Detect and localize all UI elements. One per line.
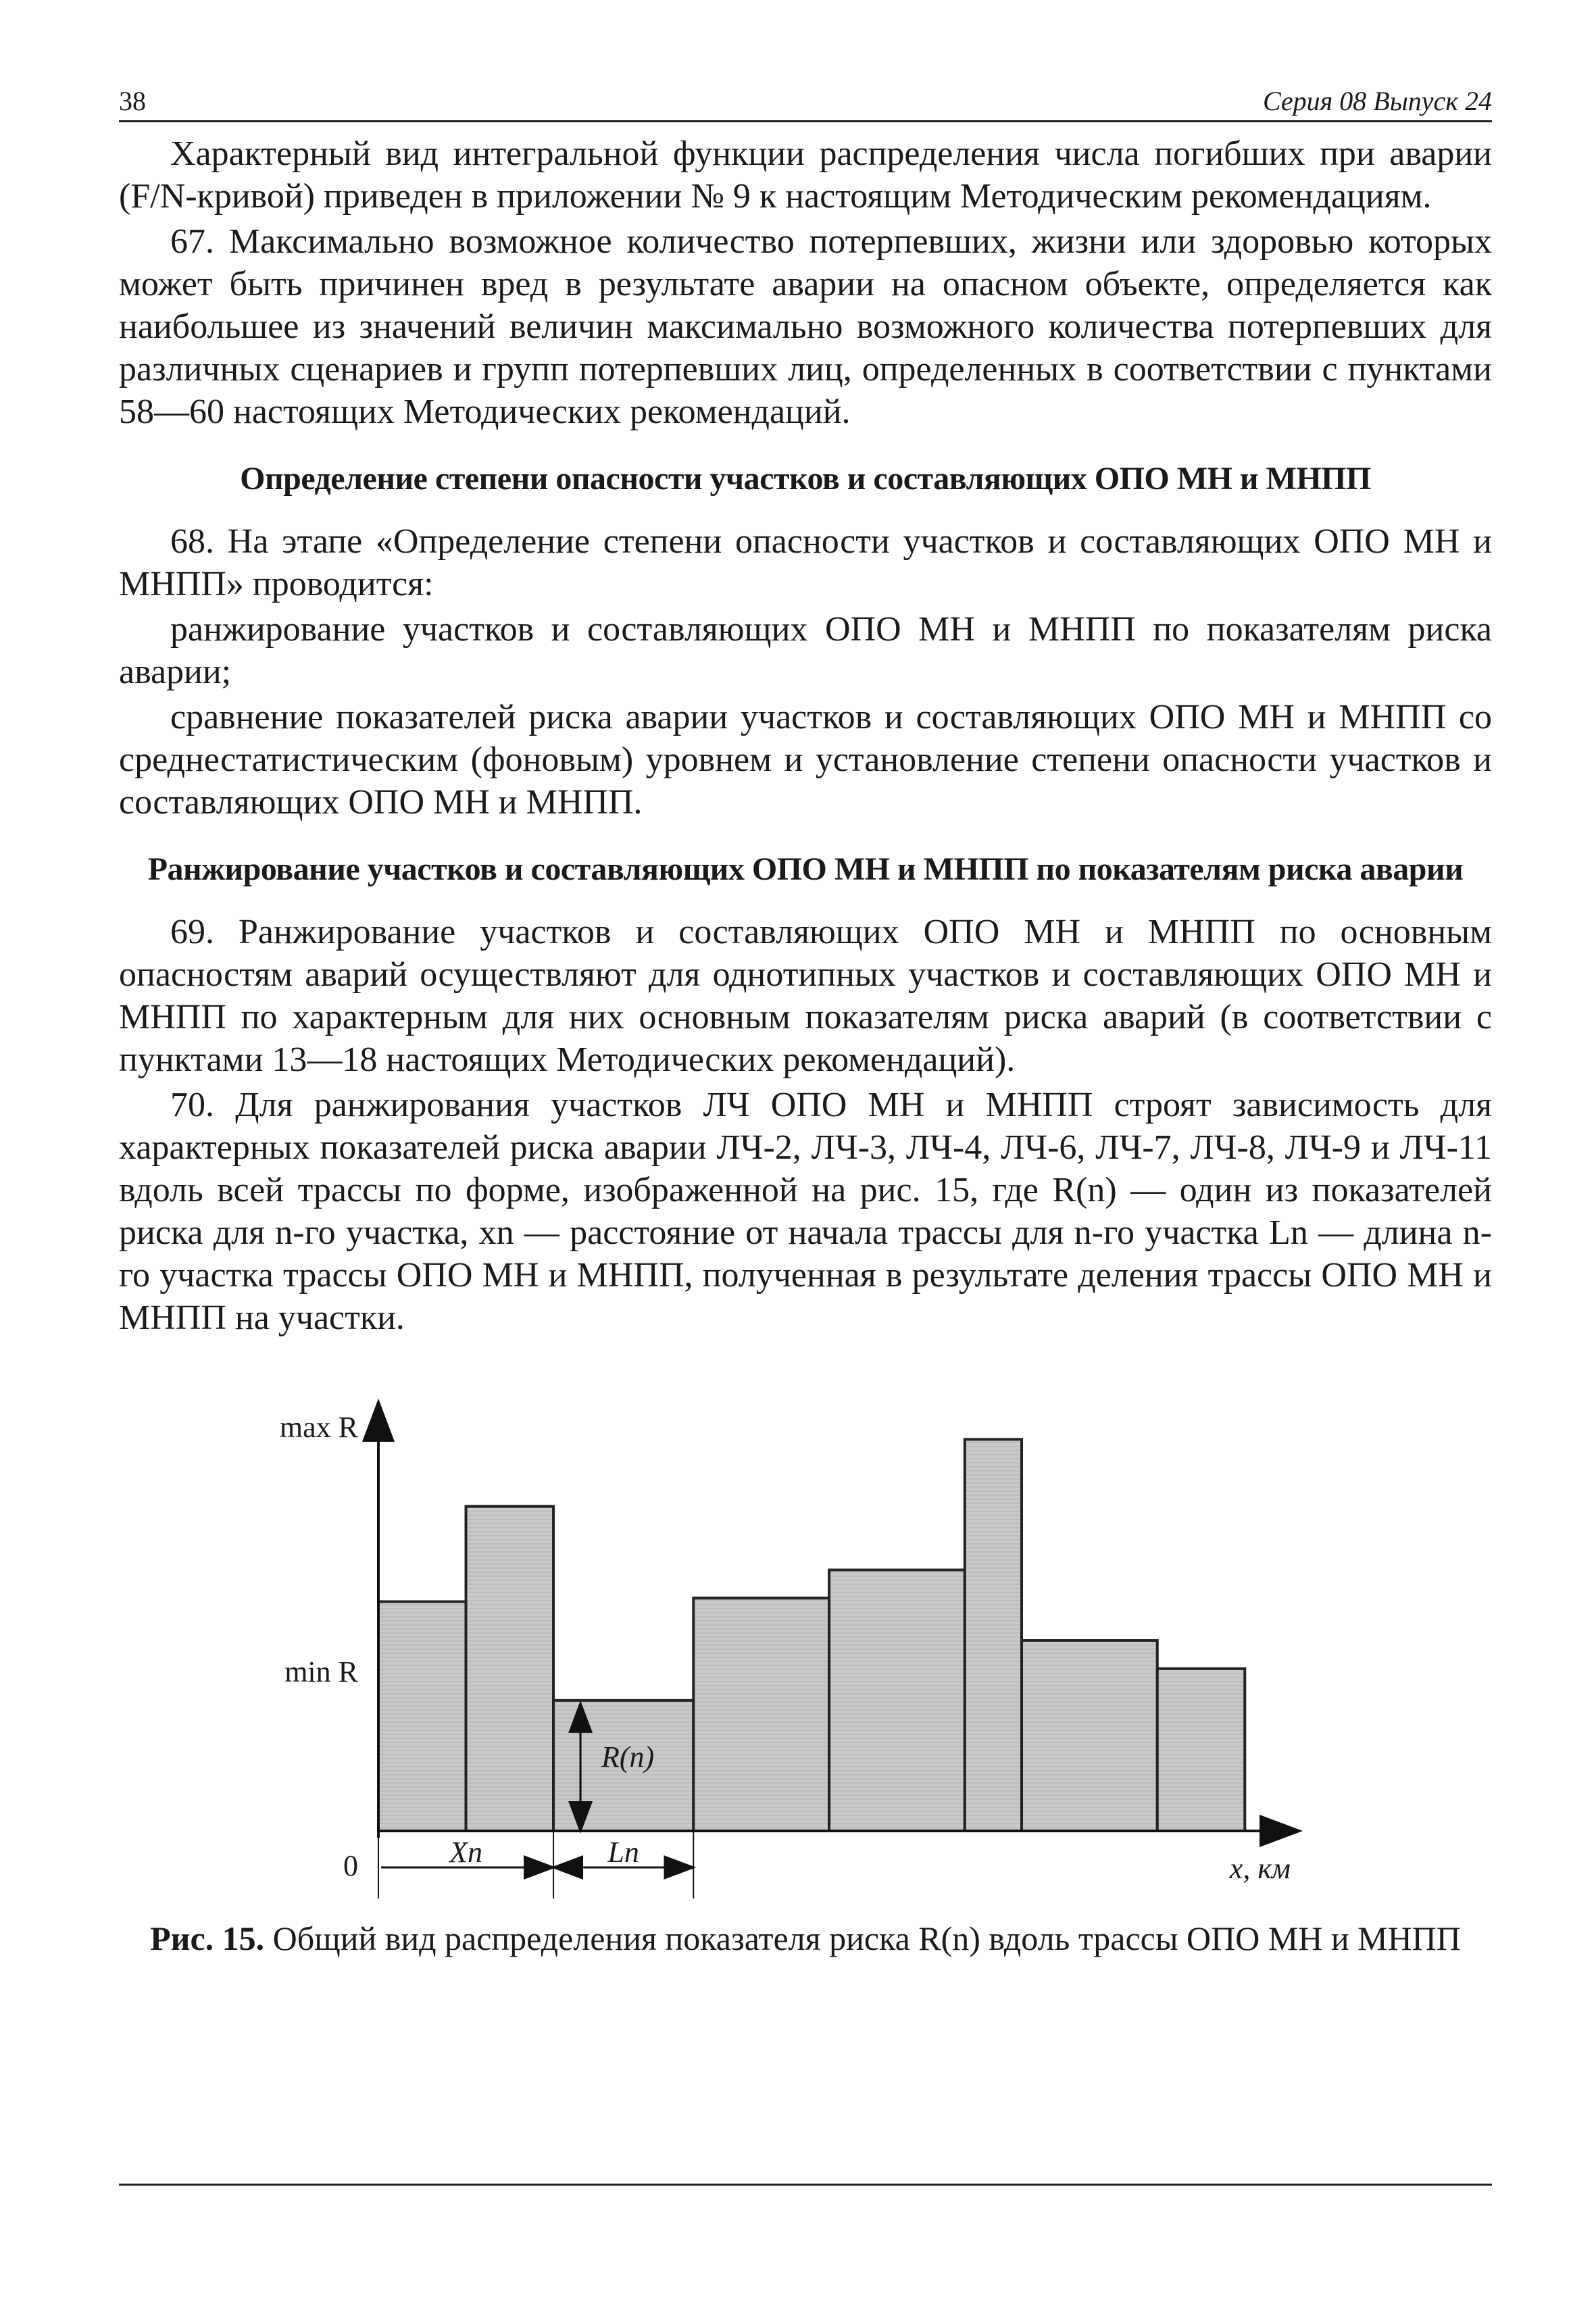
footer-rule xyxy=(119,2184,1492,2186)
xn-label: Xn xyxy=(449,1836,482,1869)
chart-bar-6 xyxy=(965,1439,1022,1831)
figure-caption-label: Рис. 15. xyxy=(150,1919,265,1957)
paragraph-68: 68. На этапе «Определение степени опасности участков и составляющих ОПО МН и МНПП» проводится: xyxy=(119,522,1492,603)
paragraph-70: 70. Для ранжирования участков ЛЧ ОПО МН и МНПП строят зависимость для характерных показателей риска аварии ЛЧ-2, ЛЧ-3, ЛЧ-4, ЛЧ-6, ЛЧ-7, ЛЧ-8, ЛЧ-9 и ЛЧ-11 вдоль всей трассы по форме, изображенной на рис. 15, где R(n) — один из показателей риска для n-го участка, xn — расстояние от начала трассы для n-го участка Ln — длина n-го участка трассы ОПО МН и МНПП, полученная в результате деления трассы ОПО МН и МНПП на участки. xyxy=(119,1086,1492,1337)
chart-bar-8 xyxy=(1157,1669,1245,1831)
paragraph-68-item-comparison: сравнение показателей риска аварии участков и составляющих ОПО МН и МНПП со среднестатистическим (фоновым) уровнем и установление степени опасности участков и составляющих ОПО МН и МНПП. xyxy=(119,698,1492,822)
risk-distribution-chart xyxy=(230,1392,1378,1905)
x-axis-label: x, км xyxy=(1229,1852,1291,1885)
chart-bar-7 xyxy=(1022,1640,1157,1831)
y-label-max: max R xyxy=(279,1411,358,1444)
section-heading-ranking: Ранжирование участков и составляющих ОПО МН и МНПП по показателям риска аварии xyxy=(147,851,1464,887)
figure-caption xyxy=(119,1919,1492,1958)
figure-caption-text: Общий вид распределения показателя риска R(n) вдоль трассы ОПО МН и МНПП xyxy=(264,1919,1461,1957)
section-heading-hazard: Определение степени опасности участков и составляющих ОПО МН и МНПП xyxy=(240,461,1371,497)
page-header xyxy=(119,80,1492,122)
series-title: Серия 08 Выпуск 24 xyxy=(1262,86,1492,116)
chart-bar-4 xyxy=(693,1598,829,1831)
paragraph-67: 67. Максимально возможное количество потерпевших, жизни или здоровью которых может быть причинен вред в результате аварии на опасном объекте, определяется как наибольшее из значений величин максимально возможного количества потерпевших для различных сценариев и групп потерпевших лиц, определенных в соответствии с пунктами 58—60 настоящих Методических рекомендаций. xyxy=(119,222,1492,431)
paragraph-fn-curve: Характерный вид интегральной функции распределения числа погибших при аварии (F/N-кривой) приведен в приложении № 9 к настоящим Методическим рекомендациям. xyxy=(119,134,1492,216)
chart-bar-1 xyxy=(378,1602,466,1831)
y-label-min: min R xyxy=(284,1655,358,1689)
rn-label: R(n) xyxy=(601,1740,655,1774)
chart-bar-5 xyxy=(829,1570,965,1831)
chart-bar-2 xyxy=(466,1507,554,1831)
paragraph-68-item-ranking: ранжирование участков и составляющих ОПО МН и МНПП по показателям риска аварии; xyxy=(119,610,1492,691)
page-number: 38 xyxy=(119,86,146,116)
paragraph-69: 69. Ранжирование участков и составляющих ОПО МН и МНПП по основным опасностям аварий осуществляют для однотипных участков и составляющих ОПО МН и МНПП по характерным для них основным показателям риска аварий (в соответствии с пунктами 13—18 настоящих Методических рекомендаций). xyxy=(119,913,1492,1079)
body-text xyxy=(119,132,1492,1342)
y-label-zero: 0 xyxy=(343,1849,358,1882)
ln-label: Ln xyxy=(607,1836,639,1869)
